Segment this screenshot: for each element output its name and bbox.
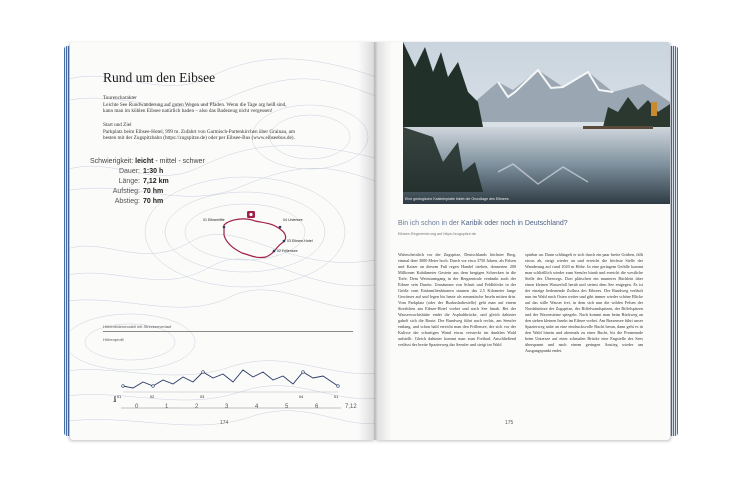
- tour-character-line: kann man im kühlen Eibsee natürlich baden – also das Badezeug nicht vergessen!: [103, 108, 273, 115]
- map-label-02: 02 Frillensee: [277, 249, 298, 253]
- elevation-profile-chart: [103, 342, 353, 422]
- km-tick-label: 2: [195, 404, 199, 410]
- body-text-column-2: spürbar an. Dann schlängelt er sich durch ein paar breite Grüben, fällt etwas ab, steigt wieder an und erreicht die höchste Stelle der Wanderung auf rund 1020 m Höhe. In eine geringem Gefälle kommt man schließlich wieder zum Seeufer hinab und erreicht die westliche Stelle des Überwegs. Dort plätschert ein munteres Bächlein über einen kleinen Wasserfall herab und steinst dem See entgegen. Es ist der einzige bedeutende Zufluss des Eibsees. Der Rundweg verläuft nun im Wald nach Osten weiter und gibt immer wieder schöne Blicke auf das stille Wasser frei, in dem sich nun die wilden Felsen der Nordabstürze der Zugspitze, der Riffelwandspitzen, der Riffelspitzen und der Waxensteine spiegeln. Nach kommt man beim Rückweg an den sieben kleinen Inseln im Eibsee vorbei. Am Braxensee führt unser Spazierweg nahe an eine eindrucksvolle Bucht heran, dann geht es in den Wald hinein und abermals zu einer Bucht, bis die Promenade beim Untersee auf einer schmalen Brücke eine Engstelle des Sees überspannt und nach einem geringen Anstieg wieder am Ausgangspunkt endet.: [525, 252, 643, 353]
- profile-waypoint-label: 01: [117, 395, 122, 399]
- start-goal-section: [103, 122, 333, 142]
- tour-character-line: Leichte See Rundwanderung auf guten Wegen und Pfaden. Wenn die Tage arg heiß sind,: [103, 101, 287, 108]
- start-marker-dot: [249, 213, 252, 216]
- section-heading: [398, 220, 568, 227]
- waypoint-04-dot: [279, 226, 282, 229]
- eibsee-lake-photo: [403, 42, 670, 204]
- tour-character-section: [103, 95, 333, 115]
- duration-label: Dauer:: [118, 168, 140, 175]
- profile-waypoint-label: 04: [299, 395, 304, 399]
- elevation-line: [123, 370, 338, 388]
- difficulty-row: [90, 158, 205, 165]
- km-tick-label: 5: [285, 404, 289, 410]
- ascent-label: Aufstieg:: [112, 188, 140, 195]
- length-value: 7,12 km: [143, 178, 169, 185]
- map-label-03: 03 Eibsee-Hotel: [287, 239, 313, 243]
- wooden-jetty: [583, 126, 653, 129]
- ascent-value: 70 hm: [143, 188, 164, 195]
- profile-label: Höhenprofil: [103, 337, 124, 342]
- left-page: [70, 42, 375, 440]
- section-heading-part: Karibik oder noch in Deutschland?: [461, 220, 568, 227]
- km-tick-label: 4: [255, 404, 259, 410]
- profile-waypoint-label: 01: [334, 395, 339, 399]
- autumn-tree: [651, 102, 657, 116]
- km-tick-label: 3: [225, 404, 229, 410]
- difficulty-value: leicht: [135, 158, 154, 165]
- profile-waypoint-03: [202, 371, 205, 374]
- profile-waypoint-01: [122, 385, 125, 388]
- profile-waypoint-label: 03: [200, 395, 205, 399]
- page-number-right: 175: [505, 420, 514, 426]
- right-page: [375, 42, 670, 440]
- length-label: Länge:: [118, 178, 140, 185]
- body-text-column-1: Wahrscheinlich vor der Zugspitze, Deutschlands höchster Berg, einmal über 3000 Meter hoch. Durch vor etwa 3750 Jahren, als Felsen und Kaiser an diesem Fuß regen Handel trieben, donnerten 200 Millionen Kubikmeter Gestein aus dem bergigen Schrecken in die Tiefe. Dem Wettsturmgang in der Bergzentrale verdankt auch der Eibsee sein Dasein. Umsäumen von Schutt und Feldblöcke in der Größe vom Einfamilienhäusern staunen das 2,5 Kilometer lange Gewässer auf und legen bis heute als romantische Inseln mitten drin. Vom Parkplatz (oder der Busbushaltestelle) geht man auf einem Streifchen am Eibsee-Hotel vorbei und nach See hinab. Bei der Wasserwachtshütte endet die Asphaltbrücke, und gleich dahinter gabelt sich die Route. Der Rundweg führt nach rechts, am Seeufer entlang, und schon bald erreicht man den Frillensee, der sich vor der Kulisse der schartigen Wand etwas versteckt im dunklen Wald aufstellt. Gleich dahinter kommt man zum Freibad. Anschließend verlässt der breite Spazierweg das Seeufer und steigt im Wald: [398, 252, 516, 347]
- profile-divider: [103, 331, 353, 332]
- descent-value: 70 hm: [143, 198, 164, 205]
- page-number-left: 174: [220, 420, 229, 426]
- difficulty-label: Schwierigkeit:: [90, 158, 134, 165]
- photo-caption: Eine geologische Kalsteinplatte bildet die Grundlage des Eibsees: [405, 197, 509, 201]
- km-unit-label: km: [112, 396, 117, 402]
- tour-character-heading: Tourencharakter: [103, 95, 137, 101]
- descent-label: Abstieg:: [114, 198, 140, 205]
- waypoint-03-dot: [283, 240, 286, 243]
- profile-waypoint-label: 02: [150, 395, 155, 399]
- tour-title: Rund um den Eibsee: [103, 70, 216, 85]
- km-tick-label: 0: [135, 404, 139, 410]
- profile-waypoint-01-end: [337, 385, 340, 388]
- km-tick-label: 7,12: [345, 404, 357, 410]
- map-label-04: 04 Untersee: [283, 218, 303, 222]
- difficulty-scale: - mittel - schwer: [155, 158, 205, 165]
- profile-waypoint-02: [152, 385, 155, 388]
- section-heading-part: Bin ich schon in der: [398, 220, 462, 227]
- page-edges-right: [670, 46, 678, 436]
- map-label-01: 01 Eibseelifte: [203, 218, 225, 222]
- book-spine-shadow: [358, 42, 392, 440]
- km-tick-label: 1: [165, 404, 169, 410]
- profile-caption: Höhenlinienmodell mit Streckenverlauf: [103, 324, 172, 329]
- profile-waypoint-04: [302, 371, 305, 374]
- duration-value: 1:30 h: [143, 168, 164, 175]
- waypoint-02-dot: [273, 250, 276, 253]
- route-map: [210, 207, 310, 267]
- start-goal-heading: Start und Ziel: [103, 122, 132, 128]
- km-tick-label: 6: [315, 404, 319, 410]
- section-subheading: Eibsee-Regenerierung auf https://zugspitze.de: [398, 232, 477, 236]
- start-goal-line: Parkplatz beim Eibsee-Hotel, 999 m. Zufahrt von Garmisch-Partenkirchen über Grainau, am: [103, 128, 296, 135]
- start-goal-line: besten mit der Zugspitzbahn (https://zugspitze.de) oder per Eibsee-Bus (www.eibseebus.de).: [103, 135, 295, 142]
- waypoint-01-dot: [223, 226, 226, 229]
